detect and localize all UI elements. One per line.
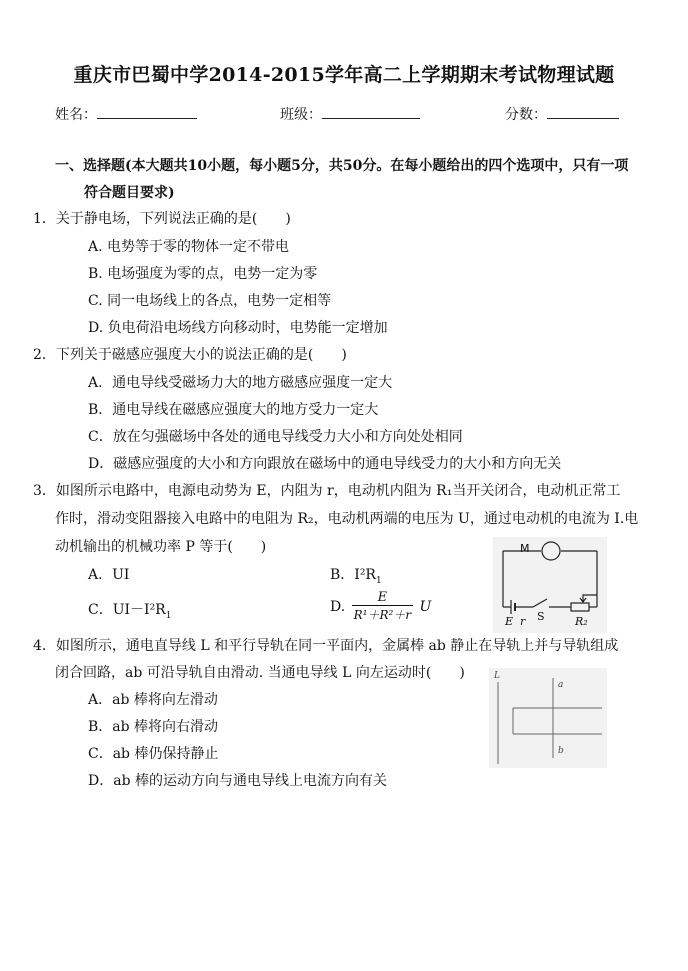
q4-option-c: C．ab 棒仍保持静止	[88, 746, 219, 762]
q3-option-c	[88, 599, 171, 621]
q4-stem-line1: 4．如图所示，通电直导线 L 和平行导轨在同一平面内，金属棒 ab 静止在导轨上并与导轨组成	[33, 638, 619, 654]
q3-circuit-figure	[493, 537, 607, 633]
q3-option-d-denominator: R¹＋R²＋r	[353, 608, 412, 622]
q4-option-a: A．ab 棒将向左滑动	[88, 692, 218, 708]
resistance-label: r	[520, 615, 526, 628]
rod-a-label: a	[558, 680, 564, 690]
switch-blade	[533, 599, 547, 607]
wire-L-label: L	[494, 671, 500, 681]
q3-stem-line3: 动机输出的机械功率 P 等于( )	[55, 539, 267, 555]
q3-option-d-fraction	[352, 590, 413, 623]
q1-stem: 1．关于静电场，下列说法正确的是( )	[33, 211, 291, 227]
q4-option-b: B．ab 棒将向右滑动	[88, 719, 219, 735]
q1-option-b: B. 电场强度为零的点，电势一定为零	[88, 266, 318, 282]
q3-option-b	[330, 564, 382, 586]
q3-option-c-text: C．UI－I²R	[88, 602, 166, 618]
score-field	[505, 104, 619, 124]
q2-option-b: B．通电导线在磁感应强度大的地方受力一定大	[88, 402, 379, 418]
section-heading-line2: 符合题目要求)	[84, 185, 175, 201]
rails-diagram	[489, 668, 607, 768]
q2-option-a: A．通电导线受磁场力大的地方磁感应强度一定大	[88, 375, 393, 391]
class-label: 班级：	[280, 107, 322, 123]
score-blank	[547, 106, 619, 119]
q4-rails-figure	[489, 668, 607, 768]
rheostat-body	[571, 603, 589, 611]
q3-option-c-sub: 1	[165, 610, 172, 621]
q4-stem-line2: 闭合回路，ab 可沿导轨自由滑动. 当通电导线 L 向左运动时( )	[55, 665, 465, 681]
emf-label: E	[505, 615, 514, 628]
section-heading-line1: 一、选择题(本大题共10小题，每小题5分，共50分。在每小题给出的四个选项中，只有一项	[55, 158, 629, 174]
q3-stem-line1: 3．如图所示电路中，电源电动势为 E，内阻为 r，电动机内阻为 R₁当开关闭合，电动机正常工	[33, 483, 621, 499]
rheostat-label: R₂	[575, 615, 588, 628]
score-label: 分数：	[505, 107, 547, 123]
q2-option-d: D．磁感应强度的大小和方向跟放在磁场中的通电导线受力的大小和方向无关	[88, 456, 562, 472]
q3-option-a: A．UI	[88, 567, 130, 583]
class-field	[280, 104, 420, 124]
class-blank	[322, 106, 420, 119]
name-blank	[97, 106, 197, 119]
q3-option-b-text: B．I²R	[330, 567, 376, 583]
q3-option-d	[330, 590, 431, 623]
q4-option-d: D．ab 棒的运动方向与通电导线上电流方向有关	[88, 773, 387, 789]
q1-option-c: C. 同一电场线上的各点，电势一定相等	[88, 293, 332, 309]
q3-option-d-prefix: D.	[330, 598, 346, 615]
motor-label: M	[520, 542, 530, 555]
page-title: 重庆市巴蜀中学2014-2015学年高二上学期期末考试物理试题	[73, 64, 615, 86]
q3-option-d-numerator: E	[352, 590, 413, 606]
q1-option-a: A. 电势等于零的物体一定不带电	[88, 239, 290, 255]
name-label: 姓名：	[55, 107, 97, 123]
rod-b-label: b	[558, 746, 564, 756]
motor-symbol	[542, 542, 560, 560]
q2-stem: 2．下列关于磁感应强度大小的说法正确的是( )	[33, 347, 347, 363]
q3-option-d-suffix: U	[419, 598, 432, 615]
q2-option-c: C．放在匀强磁场中各处的通电导线受力大小和方向处处相同	[88, 429, 463, 445]
q3-stem-line2: 作时，滑动变阻器接入电路中的电阻为 R₂，电动机两端的电压为 U，通过电动机的电流为 I.电	[55, 511, 639, 527]
q1-option-d: D. 负电荷沿电场线方向移动时，电势能一定增加	[88, 320, 388, 336]
q3-option-b-sub: 1	[375, 575, 382, 586]
switch-label: S	[537, 610, 545, 623]
name-field	[55, 104, 197, 124]
